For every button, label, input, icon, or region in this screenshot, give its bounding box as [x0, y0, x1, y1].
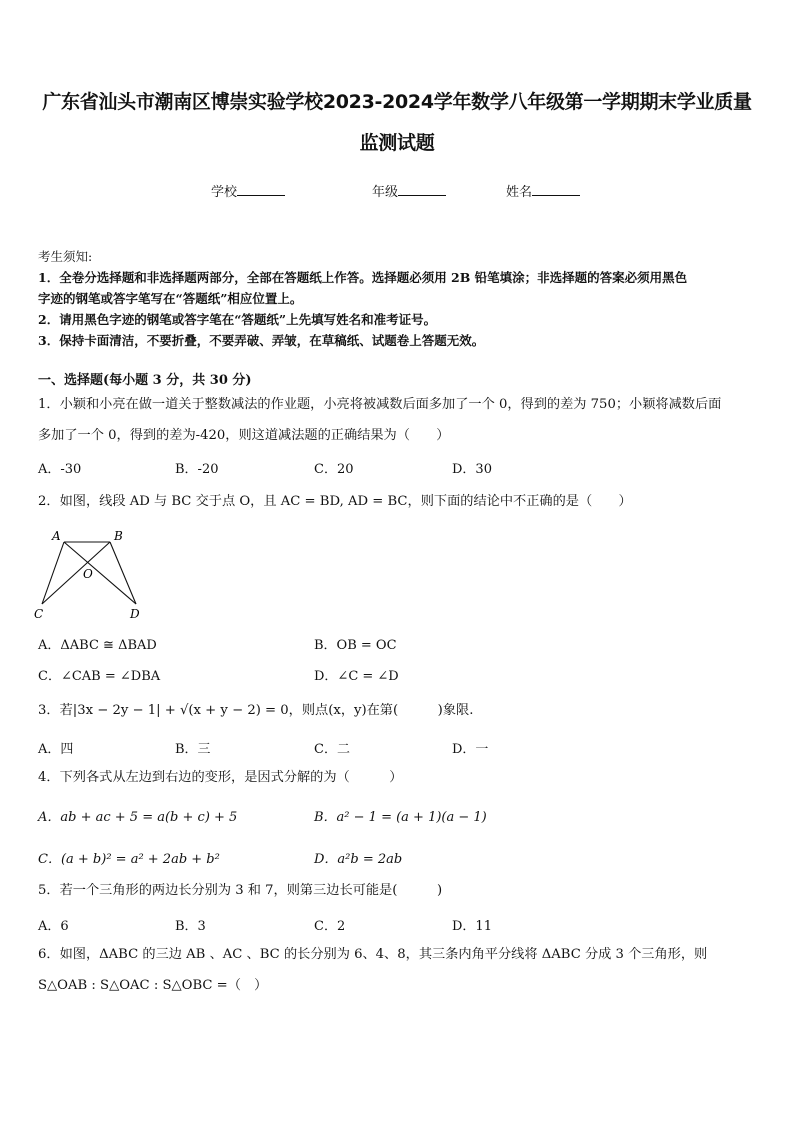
q1-option-d[interactable]: D．30 [452, 462, 492, 477]
notes-heading: 考生须知: [38, 249, 93, 264]
q2-option-b[interactable]: B．OB = OC [314, 638, 397, 653]
name-label: 姓名 [506, 185, 533, 200]
question-6 [38, 939, 762, 1001]
grade-blank [398, 183, 446, 196]
school-label: 学校 [211, 185, 238, 200]
question-2 [38, 486, 762, 517]
exam-title-line-1: 广东省汕头市潮南区博崇实验学校2023-2024学年数学八年级第一学期期末学业质量 [42, 91, 752, 113]
question-1-line-2: 多加了一个 0，得到的差为-420，则这道减法题的正确结果为（ ） [38, 428, 450, 443]
figure-label-c: C [34, 607, 44, 621]
figure-label-b: B [114, 529, 123, 543]
notes-item-3: 3．保持卡面清洁，不要折叠，不要弄破、弄皱，在草稿纸、试题卷上答题无效。 [38, 333, 485, 348]
q2-option-a[interactable]: A．ΔABC ≅ ΔBAD [38, 638, 157, 653]
q1-option-a[interactable]: A．-30 [38, 462, 82, 477]
question-4-text: 4．下列各式从左边到右边的变形，是因式分解的为（ ） [38, 770, 403, 785]
q1-option-c[interactable]: C．20 [314, 462, 354, 477]
section-heading: 一、选择题(每小题 3 分，共 30 分) [38, 373, 252, 388]
school-field [211, 181, 285, 200]
q1-option-b[interactable]: B．-20 [175, 462, 219, 477]
figure-label-d: D [130, 607, 140, 621]
question-2-text: 2．如图，线段 AD 与 BC 交于点 O，且 AC = BD, AD = BC，则下面的结论中不正确的是（ ） [38, 494, 632, 509]
grade-field [372, 181, 446, 200]
notes-item-2: 2．请用黑色字迹的钢笔或答字笔在“答题纸”上先填写姓名和准考证号。 [38, 312, 437, 327]
figure-label-a: A [52, 529, 61, 543]
question-3 [38, 695, 762, 726]
question-6-line-2: S△OAB : S△OAC : S△OBC =（ ） [38, 978, 268, 993]
q3-option-b[interactable]: B．三 [175, 742, 211, 757]
question-6-line-1: 6．如图，ΔABC 的三边 AB 、AC 、BC 的长分别为 6、4、8，其三条内角平分线将 ΔABC 分成 3 个三角形，则 [38, 947, 708, 962]
q5-option-b[interactable]: B．3 [175, 919, 206, 934]
q3-option-a[interactable]: A．四 [38, 742, 74, 757]
exam-notes [38, 246, 758, 351]
question-5 [38, 875, 762, 906]
q2-option-c[interactable]: C．∠CAB = ∠DBA [38, 669, 161, 684]
exam-title-line-2: 监测试题 [359, 132, 435, 154]
q4-option-b[interactable]: B．a² − 1 = (a + 1)(a − 1) [314, 810, 487, 825]
school-blank [237, 183, 285, 196]
q4-option-d[interactable]: D．a²b = 2ab [314, 852, 403, 867]
question-1 [38, 389, 762, 451]
name-field [506, 181, 580, 200]
q5-option-a[interactable]: A．6 [38, 919, 69, 934]
name-blank [532, 183, 580, 196]
q2-option-d[interactable]: D．∠C = ∠D [314, 669, 399, 684]
q3-option-c[interactable]: C．二 [314, 742, 350, 757]
question-3-text: 3．若|3x − 2y − 1| + √(x + y − 2) = 0，则点(x，y)在第( )象限. [38, 703, 474, 718]
question-1-line-1: 1．小颖和小亮在做一道关于整数减法的作业题，小亮将被减数后面多加了一个 0，得到的差为 750；小颖将减数后面 [38, 397, 722, 412]
q5-option-d[interactable]: D．11 [452, 919, 492, 934]
notes-item-1b: 字迹的钢笔或答字笔写在“答题纸”相应位置上。 [38, 291, 303, 306]
q5-option-c[interactable]: C．2 [314, 919, 346, 934]
segment-bd [110, 542, 136, 604]
question-5-text: 5．若一个三角形的两边长分别为 3 和 7，则第三边长可能是( ) [38, 883, 443, 898]
figure-label-o: O [83, 567, 93, 581]
question-2-figure [30, 526, 150, 624]
q4-option-a[interactable]: A．ab + ac + 5 = a(b + c) + 5 [38, 810, 238, 825]
question-4 [38, 762, 762, 793]
q3-option-d[interactable]: D．一 [452, 742, 489, 757]
q4-option-c[interactable]: C．(a + b)² = a² + 2ab + b² [38, 852, 220, 867]
notes-item-1a: 1．全卷分选择题和非选择题两部分，全部在答题纸上作答。选择题必须用 2B 铅笔填涂；非选择题的答案必须用黑色 [38, 270, 688, 285]
grade-label: 年级 [372, 185, 399, 200]
